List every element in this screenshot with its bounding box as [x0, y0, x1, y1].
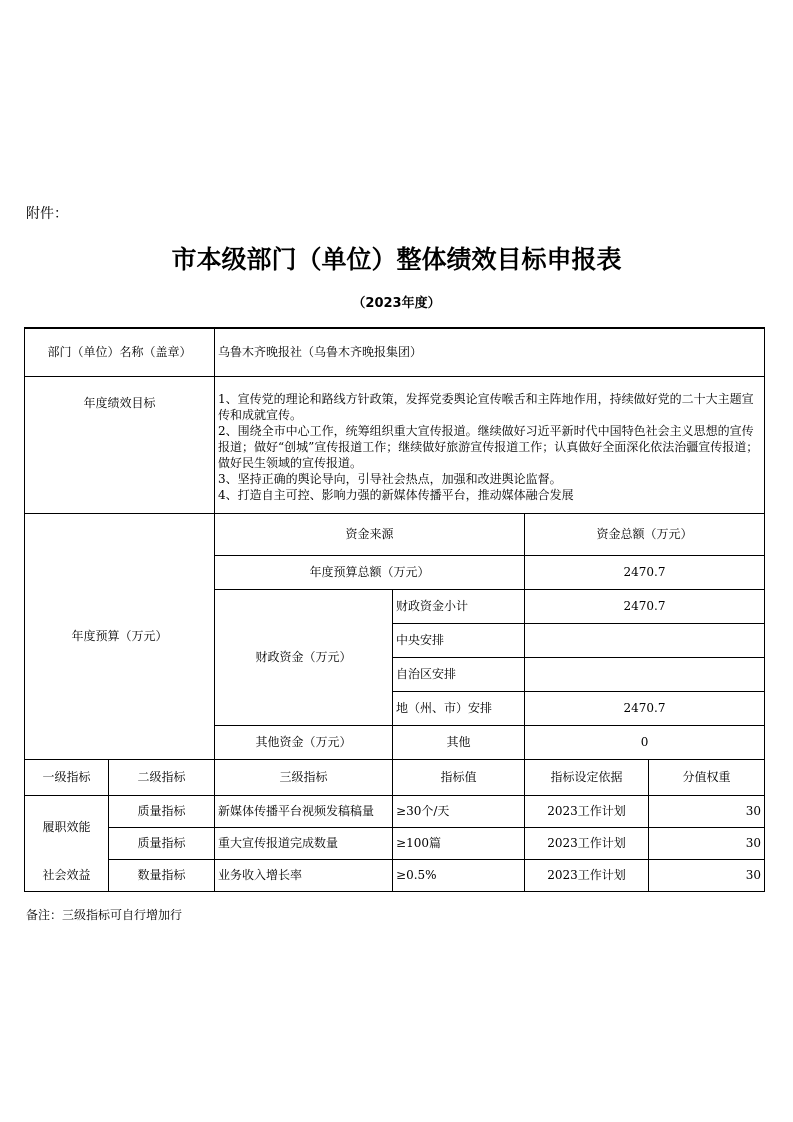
other-funds-sub-label: 其他	[393, 725, 525, 759]
fiscal-sub-label: 地（州、市）安排	[393, 691, 525, 725]
dept-value: 乌鲁木齐晚报社（乌鲁木齐晚报集团）	[215, 328, 765, 376]
indicator-header: 二级指标	[109, 759, 215, 795]
indicator-header: 三级指标	[215, 759, 393, 795]
annual-total-value: 2470.7	[525, 555, 765, 589]
level2-indicator: 数量指标	[109, 859, 215, 891]
attachment-label: 附件：	[26, 206, 68, 222]
performance-target-table	[24, 327, 765, 892]
indicator-header: 指标设定依据	[525, 759, 649, 795]
level1-group-label: 社会效益	[25, 859, 109, 891]
budget-label: 年度预算（万元）	[25, 513, 215, 759]
other-funds-label: 其他资金（万元）	[215, 725, 393, 759]
indicator-weight: 30	[649, 827, 765, 859]
fiscal-sub-value	[525, 657, 765, 691]
budget-header-row	[25, 513, 765, 555]
goal-line: 4、打造自主可控、影响力强的新媒体传播平台，推动媒体融合发展	[218, 487, 574, 502]
level2-indicator: 质量指标	[109, 795, 215, 827]
level1-group-label: 履职效能	[25, 795, 109, 859]
fiscal-sub-value: 2470.7	[525, 691, 765, 725]
indicator-row	[25, 795, 765, 827]
level2-indicator: 质量指标	[109, 827, 215, 859]
goal-line: 1、宣传党的理论和路线方针政策，发挥党委舆论宣传喉舌和主阵地作用，持续做好党的二十大主题宣传和成就宣传。	[218, 391, 754, 422]
dept-row	[25, 328, 765, 376]
other-funds-value: 0	[525, 725, 765, 759]
goal-line: 3、坚持正确的舆论导向，引导社会热点，加强和改进舆论监督。	[218, 471, 562, 486]
indicator-basis: 2023工作计划	[525, 859, 649, 891]
annual-total-label: 年度预算总额（万元）	[215, 555, 525, 589]
indicator-row	[25, 859, 765, 891]
indicator-basis: 2023工作计划	[525, 795, 649, 827]
indicator-weight: 30	[649, 795, 765, 827]
indicator-header: 分值权重	[649, 759, 765, 795]
indicator-value: ≥0.5%	[393, 859, 525, 891]
page-subtitle: （2023年度）	[352, 296, 441, 311]
indicator-weight: 30	[649, 859, 765, 891]
indicator-value: ≥100篇	[393, 827, 525, 859]
page-title: 市本级部门（单位）整体绩效目标申报表	[171, 245, 622, 274]
goals-label: 年度绩效目标	[25, 376, 215, 513]
fiscal-sub-value: 2470.7	[525, 589, 765, 623]
indicator-value: ≥30个/天	[393, 795, 525, 827]
footer-note: 备注：三级指标可自行增加行	[26, 908, 183, 922]
total-header: 资金总额（万元）	[525, 513, 765, 555]
fiscal-sub-value	[525, 623, 765, 657]
fiscal-sub-label: 中央安排	[393, 623, 525, 657]
fiscal-label: 财政资金（万元）	[215, 589, 393, 725]
fiscal-sub-label: 财政资金小计	[393, 589, 525, 623]
goals-content	[215, 376, 765, 513]
goal-line: 2、围绕全市中心工作，统筹组织重大宣传报道。继续做好习近平新时代中国特色社会主义思想的宣传报道；做好“创城”宣传报道工作；继续做好旅游宣传报道工作；认真做好全面深化依法治疆宣传报道；做好民生领域的宣传报道。	[218, 423, 759, 470]
source-header: 资金来源	[215, 513, 525, 555]
indicator-basis: 2023工作计划	[525, 827, 649, 859]
dept-label: 部门（单位）名称（盖章）	[25, 328, 215, 376]
fiscal-sub-label: 自治区安排	[393, 657, 525, 691]
level3-indicator: 重大宣传报道完成数量	[215, 827, 393, 859]
indicator-header: 一级指标	[25, 759, 109, 795]
level3-indicator: 业务收入增长率	[215, 859, 393, 891]
goals-row	[25, 376, 765, 513]
indicator-row	[25, 827, 765, 859]
indicator-header: 指标值	[393, 759, 525, 795]
level3-indicator: 新媒体传播平台视频发稿稿量	[215, 795, 393, 827]
indicator-header-row	[25, 759, 765, 795]
